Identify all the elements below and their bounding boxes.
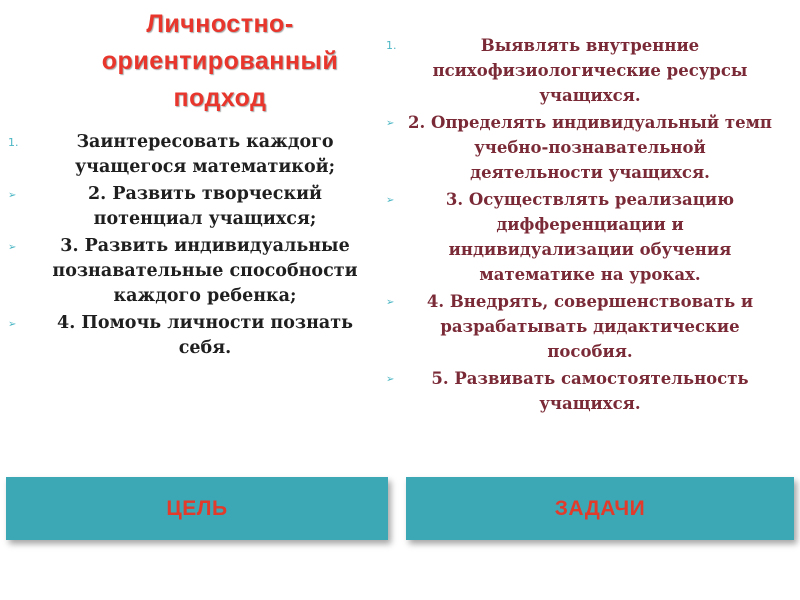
title-line-2: ориентированный bbox=[101, 47, 339, 75]
arrow-bullet-icon: ➢ bbox=[386, 297, 395, 308]
task-item bbox=[386, 289, 794, 364]
goal-text: 3. Развить индивидуальные познавательные способности каждого ребенка; bbox=[52, 236, 358, 306]
task-item bbox=[386, 110, 794, 185]
arrow-bullet-icon: ➢ bbox=[386, 118, 395, 129]
tasks-label: ЗАДАЧИ bbox=[554, 496, 646, 520]
arrow-bullet-icon: ➢ bbox=[8, 242, 17, 253]
slide-title bbox=[50, 6, 390, 117]
goal-list bbox=[8, 130, 390, 363]
goal-item bbox=[8, 130, 390, 180]
goal-label: ЦЕЛЬ bbox=[166, 496, 228, 520]
list-number-marker: 1. bbox=[386, 39, 397, 52]
task-text: 2. Определять индивидуальный темп учебно-познавательной деятельности учащихся. bbox=[408, 113, 773, 182]
arrow-bullet-icon: ➢ bbox=[8, 319, 17, 330]
list-number-marker: 1. bbox=[8, 136, 19, 149]
goal-item bbox=[8, 182, 390, 232]
goal-text: Заинтересовать каждого учащегося математикой; bbox=[74, 132, 336, 177]
arrow-bullet-icon: ➢ bbox=[8, 190, 17, 201]
task-text: 5. Развивать самостоятельность учащихся. bbox=[431, 369, 749, 413]
task-item bbox=[386, 187, 794, 287]
goal-text: 2. Развить творческий потенциал учащихся; bbox=[87, 184, 323, 229]
task-item bbox=[386, 33, 794, 108]
arrow-bullet-icon: ➢ bbox=[386, 374, 395, 385]
goal-label-bar bbox=[6, 477, 388, 540]
task-list bbox=[386, 33, 794, 418]
arrow-bullet-icon: ➢ bbox=[386, 195, 395, 206]
goal-item bbox=[8, 234, 390, 309]
task-text: Выявлять внутренние психофизиологические ресурсы учащихся. bbox=[432, 36, 748, 105]
tasks-label-bar bbox=[406, 477, 794, 540]
task-text: 3. Осуществлять реализацию дифференциации и индивидуализации обучения математике на уроках. bbox=[445, 190, 735, 284]
task-item bbox=[386, 366, 794, 416]
title-line-1: Личностно- bbox=[146, 10, 294, 38]
goal-text: 4. Помочь личности познать себя. bbox=[57, 313, 353, 358]
goal-item bbox=[8, 311, 390, 361]
title-line-3: подход bbox=[173, 84, 267, 112]
task-text: 4. Внедрять, совершенствовать и разрабатывать дидактические пособия. bbox=[426, 292, 754, 361]
